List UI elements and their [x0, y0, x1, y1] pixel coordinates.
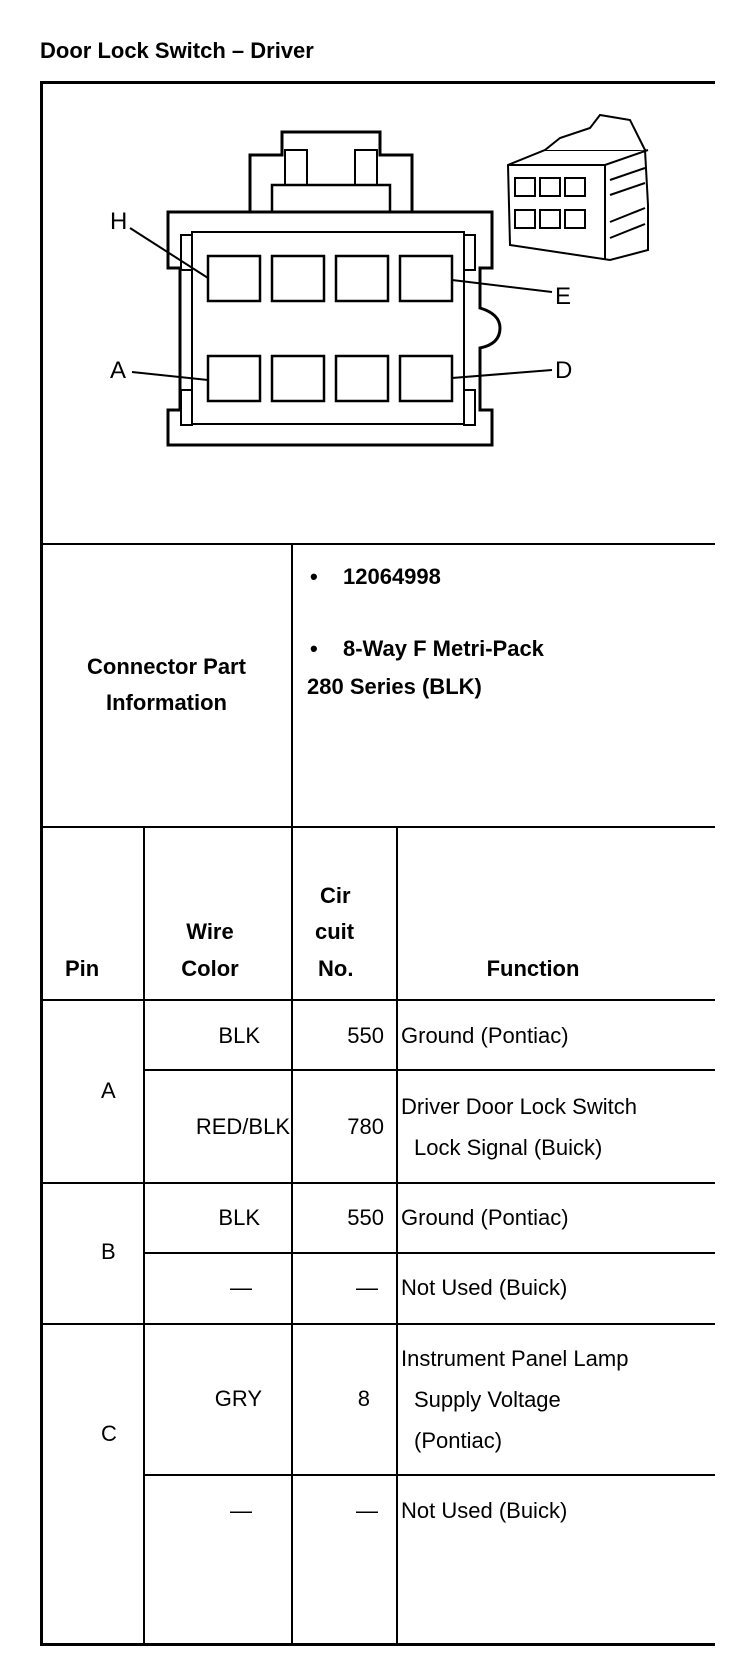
- table-cell-color: RED/BLK: [195, 1114, 290, 1139]
- table-cell-circuit: —: [356, 1498, 378, 1523]
- cavity-F: [336, 256, 388, 301]
- table-cell-function: Ground (Pontiac): [401, 1023, 569, 1048]
- leader-line-E: [452, 280, 552, 292]
- table-cell-function: Driver Door Lock Switch: [401, 1094, 637, 1119]
- header-wire-color-1: Wire: [186, 919, 234, 944]
- connector-latch: [250, 132, 412, 212]
- header-circuit-1: Cir: [320, 883, 351, 908]
- cavity-H: [208, 256, 260, 301]
- divider-header-bottom: [40, 999, 715, 1001]
- leader-line-A: [132, 372, 208, 380]
- cavity-G: [272, 256, 324, 301]
- cavity-E: [400, 256, 452, 301]
- connector-info-label-1: Connector Part: [87, 654, 246, 679]
- cavity-B: [272, 356, 324, 401]
- header-pin: Pin: [65, 956, 100, 981]
- cavity-D: [400, 356, 452, 401]
- connector-body: [168, 212, 500, 445]
- table-cell-function: Lock Signal (Buick): [414, 1135, 603, 1160]
- latch-slot-left: [285, 150, 307, 185]
- connector-latch-bar: [272, 185, 390, 212]
- table-cell-color: —: [230, 1498, 252, 1523]
- table-cell-function: Supply Voltage: [414, 1387, 561, 1412]
- table-cell-function: Ground (Pontiac): [401, 1205, 569, 1230]
- table-cell-circuit: 8: [357, 1386, 370, 1411]
- pin-A-label: A: [101, 1078, 116, 1103]
- table-cell-color: GRY: [214, 1386, 262, 1411]
- connector-type-line1: 8-Way F Metri-Pack: [343, 636, 544, 661]
- cavity-C: [336, 356, 388, 401]
- pin-C-label: C: [101, 1421, 117, 1446]
- connector-cavity: [192, 232, 464, 424]
- header-circuit-2: cuit: [315, 919, 355, 944]
- table-cell-color: —: [230, 1275, 252, 1300]
- header-circuit-3: No.: [318, 956, 354, 981]
- pin-label-A: A: [110, 357, 127, 384]
- table-cell-function: Not Used (Buick): [401, 1275, 568, 1300]
- bullet-icon: •: [310, 564, 318, 589]
- divider-pin-B: [40, 1323, 715, 1325]
- connector-diagram: [0, 0, 752, 560]
- part-number: 12064998: [343, 564, 441, 589]
- divider-col-color: [291, 826, 293, 1646]
- pin-B-label: B: [101, 1239, 116, 1264]
- divider-table-top: [40, 826, 715, 828]
- table-cell-circuit: 780: [347, 1114, 384, 1139]
- pin-label-D: D: [555, 357, 573, 384]
- table-cell-function: Instrument Panel Lamp: [401, 1346, 629, 1371]
- right-rail-top: [464, 235, 475, 270]
- header-function: Function: [486, 956, 580, 981]
- divider-info-vertical: [291, 543, 293, 828]
- connector-type-line2: 280 Series (BLK): [307, 674, 482, 699]
- divider-row-A1: [145, 1069, 715, 1071]
- divider-col-circuit: [396, 826, 398, 1646]
- divider-pin-A: [40, 1182, 715, 1184]
- divider-row-B1: [145, 1252, 715, 1254]
- left-rail-bottom: [181, 390, 192, 425]
- bullet-icon: •: [310, 636, 318, 661]
- divider-row-C1: [145, 1474, 715, 1476]
- connector-3d-illustration: [508, 115, 648, 260]
- divider-info-top: [40, 543, 715, 545]
- table-cell-color: BLK: [218, 1205, 260, 1230]
- table-cell-circuit: 550: [347, 1205, 384, 1230]
- pin-label-E: E: [555, 283, 572, 310]
- divider-col-pin: [143, 826, 145, 1646]
- page-title: Door Lock Switch – Driver: [40, 38, 314, 63]
- table-cell-circuit: 550: [347, 1023, 384, 1048]
- table-cell-color: BLK: [218, 1023, 260, 1048]
- leader-line-D: [452, 370, 552, 378]
- connector-info-label-2: Information: [106, 690, 227, 715]
- cavity-A: [208, 356, 260, 401]
- pin-label-H: H: [110, 208, 128, 235]
- right-rail-bottom: [464, 390, 475, 425]
- table-cell-circuit: —: [356, 1275, 378, 1300]
- table-cell-function: (Pontiac): [414, 1428, 503, 1453]
- table-cell-function: Not Used (Buick): [401, 1498, 568, 1523]
- header-wire-color-2: Color: [181, 956, 239, 981]
- latch-slot-right: [355, 150, 377, 185]
